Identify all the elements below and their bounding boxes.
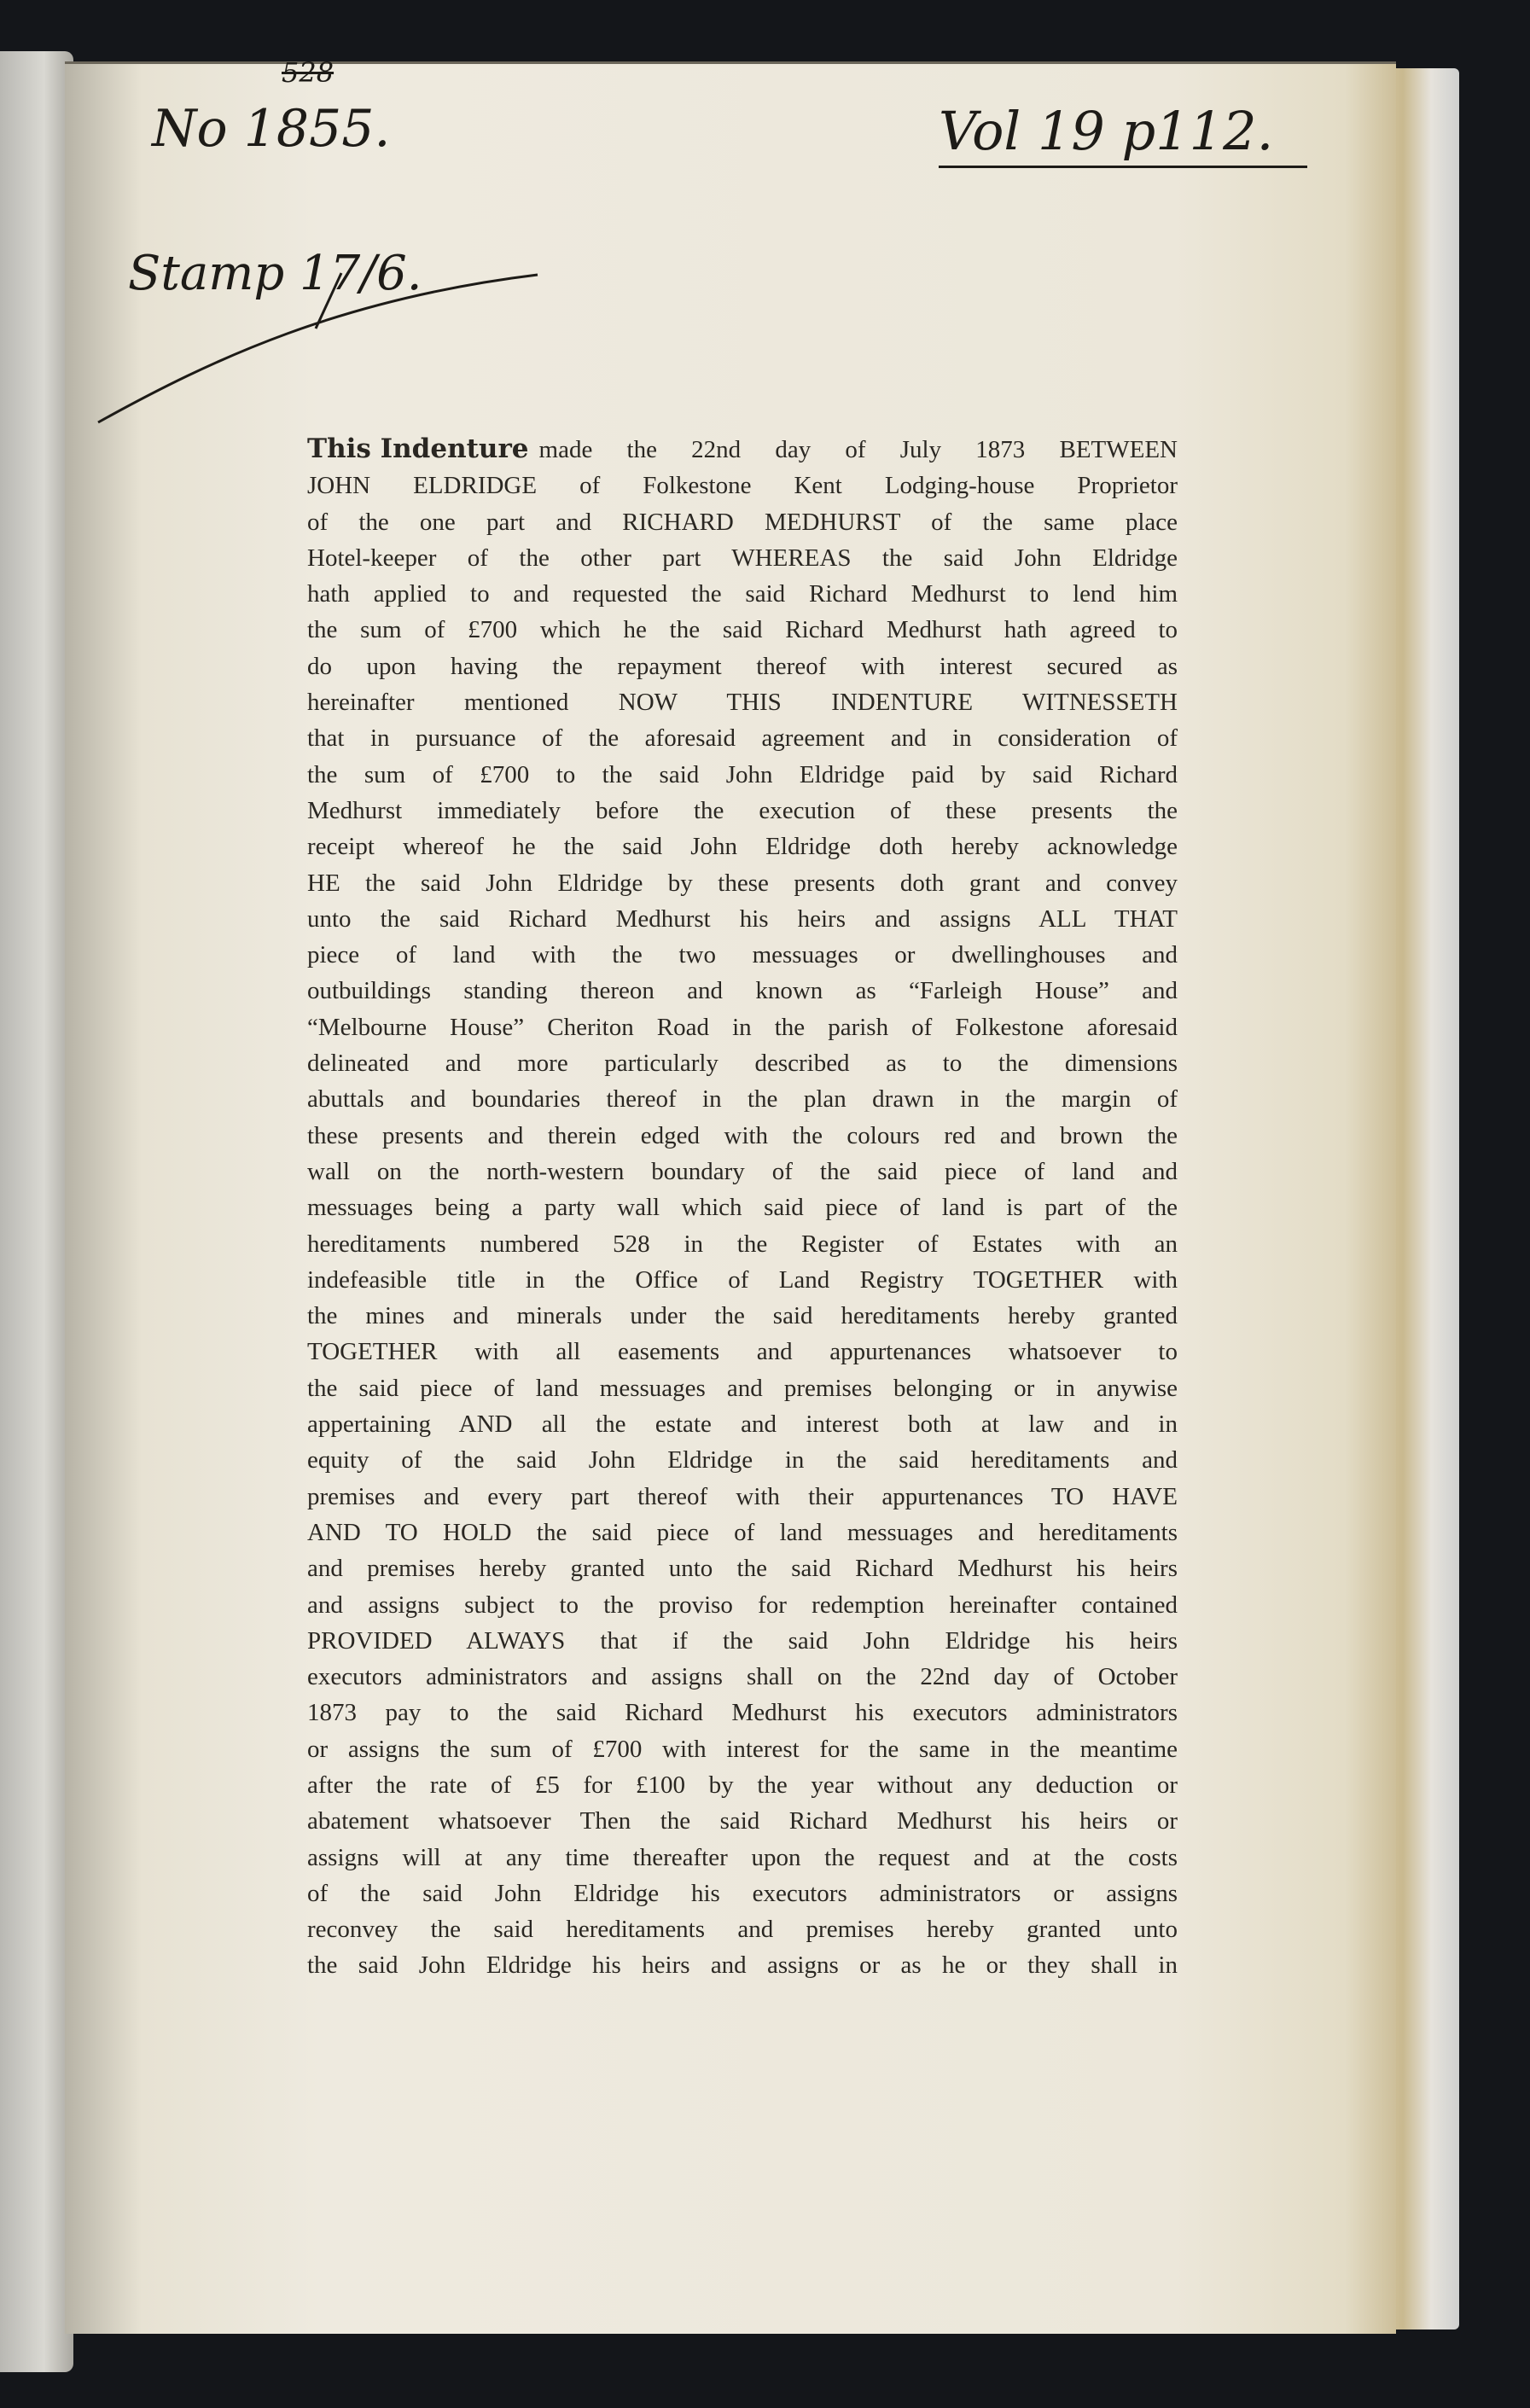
deed-line — [307, 1767, 1178, 1803]
deed-number: No 1855. — [152, 99, 391, 159]
deed-line-text: of the one part and RICHARD MEDHURST of the same place — [307, 508, 1178, 536]
deed-line-text: piece of land with the two messuages or dwellinghouses and — [307, 941, 1178, 969]
deed-line — [307, 1045, 1178, 1081]
deed-line — [307, 1189, 1178, 1225]
deed-line — [307, 1442, 1178, 1478]
deed-line — [307, 649, 1178, 684]
deed-line-text: after the rate of £5 for £100 by the year without any deduction or — [307, 1771, 1178, 1799]
deed-line — [307, 1406, 1178, 1442]
deed-line-text: hereditaments numbered 528 in the Register of Estates with an — [307, 1230, 1178, 1258]
deed-line-text: outbuildings standing thereon and known as “Farleigh House” and — [307, 977, 1178, 1005]
deed-line-text: 1873 pay to the said Richard Medhurst his executors administrators — [307, 1699, 1178, 1727]
deed-line-text: wall on the north-western boundary of the said piece of land and — [307, 1157, 1178, 1185]
deed-line — [307, 576, 1178, 612]
deed-line — [307, 1911, 1178, 1947]
deed-line — [307, 684, 1178, 720]
deed-line-text: TOGETHER with all easements and appurtenances whatsoever to — [307, 1338, 1178, 1366]
deed-line — [307, 1947, 1178, 1983]
struck-number: 528 — [282, 56, 335, 89]
deed-line-text: messuages being a party wall which said piece of land is part of the — [307, 1194, 1178, 1222]
deed-line — [307, 1226, 1178, 1262]
deed-line — [307, 937, 1178, 973]
deed-line-text: equity of the said John Eldridge in the said hereditaments and — [307, 1446, 1178, 1474]
deed-line-text: premises and every part thereof with their appurtenances TO HAVE — [307, 1482, 1178, 1510]
deed-line-text: these presents and therein edged with the colours red and brown the — [307, 1121, 1178, 1149]
deed-line-text: reconvey the said hereditaments and premises hereby granted unto — [307, 1916, 1178, 1944]
deed-line — [307, 1515, 1178, 1550]
deed-line-text: hereinafter mentioned NOW THIS INDENTURE WITNESSETH — [307, 689, 1178, 717]
deed-line-text: PROVIDED ALWAYS that if the said John Eldridge his heirs — [307, 1626, 1178, 1655]
deed-line-text: unto the said Richard Medhurst his heirs and assigns ALL THAT — [307, 904, 1178, 933]
deed-line — [307, 1695, 1178, 1730]
deed-line-text: receipt whereof he the said John Eldridge doth hereby acknowledge — [307, 833, 1178, 861]
deed-line — [307, 1731, 1178, 1767]
deed-line-text: appertaining AND all the estate and interest both at law and in — [307, 1410, 1178, 1439]
deed-line — [307, 1479, 1178, 1515]
deed-line — [307, 504, 1178, 540]
deed-line — [307, 901, 1178, 937]
deed-line — [307, 1587, 1178, 1623]
deed-line — [307, 431, 1178, 468]
deed-line-text: Medhurst immediately before the execution of these presents the — [307, 796, 1178, 824]
deed-line — [307, 1154, 1178, 1189]
facing-page — [0, 51, 73, 2372]
deed-line — [307, 540, 1178, 576]
deed-line-text: JOHN ELDRIDGE of Folkestone Kent Lodging-house Proprietor — [307, 472, 1178, 500]
deed-line — [307, 1876, 1178, 1911]
deed-line — [307, 1659, 1178, 1695]
deed-line-text: do upon having the repayment thereof with interest secured as — [307, 652, 1178, 680]
deed-line — [307, 757, 1178, 793]
deed-line — [307, 612, 1178, 648]
deed-line-text: the sum of £700 to the said John Eldridge paid by said Richard — [307, 760, 1178, 788]
deed-line — [307, 720, 1178, 756]
volume-reference: Vol 19 p112. — [939, 102, 1307, 168]
deed-line-text: or assigns the sum of £700 with interest for the same in the meantime — [307, 1735, 1178, 1763]
deed-line — [307, 973, 1178, 1009]
deed-line-text: HE the said John Eldridge by these presents doth grant and convey — [307, 869, 1178, 897]
deed-line-text: indefeasible title in the Office of Land Registry TOGETHER with — [307, 1265, 1178, 1294]
deed-opening: This Indenture — [307, 433, 529, 464]
deed-line-text: the mines and minerals under the said hereditaments hereby granted — [307, 1302, 1178, 1330]
deed-line — [307, 865, 1178, 901]
deed-line-text: “Melbourne House” Cheriton Road in the parish of Folkestone aforesaid — [307, 1013, 1178, 1041]
deed-line — [307, 1623, 1178, 1659]
deed-line — [307, 1262, 1178, 1298]
deed-line-text: of the said John Eldridge his executors administrators or assigns — [307, 1879, 1178, 1907]
deed-line — [307, 1081, 1178, 1117]
deed-line-text: made the 22nd day of July 1873 BETWEEN — [538, 436, 1178, 463]
deed-line-text: delineated and more particularly described as to the dimensions — [307, 1050, 1178, 1078]
stamp-duty: Stamp 17/6. — [128, 246, 422, 301]
deed-line-text: that in pursuance of the aforesaid agreement and in consideration of — [307, 724, 1178, 753]
deed-line — [307, 1840, 1178, 1876]
deed-line-text: abuttals and boundaries thereof in the plan drawn in the margin of — [307, 1085, 1178, 1114]
deed-line — [307, 1009, 1178, 1045]
deed-line — [307, 1370, 1178, 1406]
deed-body — [307, 431, 1178, 1984]
flourish-line — [85, 265, 563, 435]
deed-line-text: the said piece of land messuages and premises belonging or in anywise — [307, 1374, 1178, 1402]
deed-line-text: and assigns subject to the proviso for redemption hereinafter contained — [307, 1591, 1178, 1619]
deed-line — [307, 1118, 1178, 1154]
deed-line-text: assigns will at any time thereafter upon the request and at the costs — [307, 1843, 1178, 1871]
deed-line-text: abatement whatsoever Then the said Richard Medhurst his heirs or — [307, 1807, 1178, 1835]
deed-line-text: AND TO HOLD the said piece of land messuages and hereditaments — [307, 1518, 1178, 1546]
deed-line — [307, 1334, 1178, 1370]
deed-line-text: and premises hereby granted unto the said Richard Medhurst his heirs — [307, 1555, 1178, 1583]
deed-line — [307, 793, 1178, 829]
deed-line — [307, 1550, 1178, 1586]
deed-line-text: the said John Eldridge his heirs and assigns or as he or they shall in — [307, 1951, 1178, 1980]
deed-line-text: executors administrators and assigns shall on the 22nd day of October — [307, 1663, 1178, 1691]
deed-line-text: the sum of £700 which he the said Richard Medhurst hath agreed to — [307, 616, 1178, 644]
deed-line — [307, 829, 1178, 864]
deed-line — [307, 1298, 1178, 1334]
deed-line-text: hath applied to and requested the said Richard Medhurst to lend him — [307, 580, 1178, 608]
deed-line — [307, 468, 1178, 503]
deed-line-text: Hotel-keeper of the other part WHEREAS the said John Eldridge — [307, 544, 1178, 572]
deed-line — [307, 1803, 1178, 1839]
